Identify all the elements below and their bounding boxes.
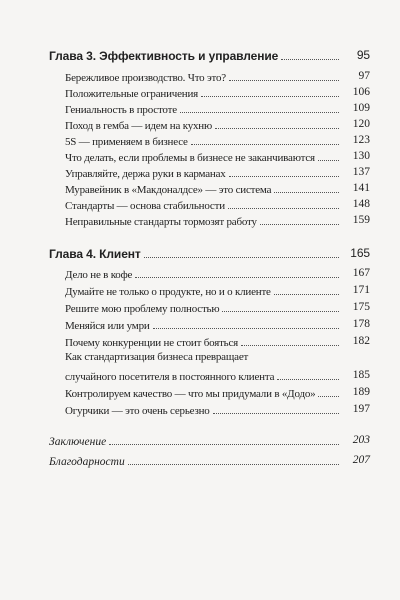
page-number: 207 bbox=[352, 454, 370, 466]
entry-title: Благодарности bbox=[49, 456, 125, 468]
toc-entry[interactable] bbox=[0, 401, 400, 417]
entry-title-line-2: случайного посетителя в постоянного клиента bbox=[65, 371, 275, 383]
page-number: 141 bbox=[352, 182, 370, 194]
entry-title: 5S — применяем в бизнесе bbox=[65, 136, 188, 148]
leader-dots bbox=[274, 294, 339, 295]
page-number: 97 bbox=[358, 70, 370, 82]
entry-title: Гениальность в простоте bbox=[65, 104, 177, 116]
entry-title: Поход в гемба — идем на кухню bbox=[65, 120, 213, 132]
page-number: 95 bbox=[356, 48, 370, 62]
entry-title: Муравейник в «Макдоналдсе» — это система bbox=[65, 184, 272, 196]
page-number: 106 bbox=[352, 86, 370, 98]
page-number: 165 bbox=[350, 246, 370, 260]
page-number: 182 bbox=[352, 335, 370, 347]
leader-dots bbox=[215, 128, 339, 129]
toc-acknowledgments[interactable] bbox=[0, 452, 400, 468]
toc-entry[interactable] bbox=[0, 84, 400, 100]
chapter-title: Глава 3. Эффективность и управление bbox=[49, 49, 279, 63]
page-number: 175 bbox=[352, 301, 370, 313]
page-number: 120 bbox=[352, 118, 370, 130]
leader-dots bbox=[109, 444, 339, 445]
page-number: 159 bbox=[352, 214, 370, 226]
leader-dots bbox=[241, 345, 339, 346]
leader-dots bbox=[213, 413, 339, 414]
toc-entry[interactable] bbox=[0, 180, 400, 196]
toc-entry[interactable] bbox=[0, 316, 400, 332]
page-number: 123 bbox=[352, 134, 370, 146]
entry-title: Контролируем качество — что мы придумали в «Додо» bbox=[65, 388, 316, 400]
page-number: 171 bbox=[352, 284, 370, 296]
page-number: 178 bbox=[352, 318, 370, 330]
leader-dots bbox=[135, 277, 339, 278]
toc-entry[interactable] bbox=[0, 333, 400, 349]
leader-dots bbox=[144, 257, 339, 258]
entry-title: Неправильные стандарты тормозят работу bbox=[65, 216, 257, 228]
page-number: 167 bbox=[352, 267, 370, 279]
leader-dots bbox=[281, 59, 339, 60]
toc-entry[interactable] bbox=[0, 116, 400, 132]
entry-title: Решите мою проблему полностью bbox=[65, 303, 220, 315]
page-number: 148 bbox=[352, 198, 370, 210]
toc-entry[interactable] bbox=[0, 148, 400, 164]
toc-entry[interactable] bbox=[0, 68, 400, 84]
page-number: 203 bbox=[352, 434, 370, 446]
toc-chapter-4[interactable] bbox=[0, 245, 400, 261]
leader-dots bbox=[191, 144, 339, 145]
leader-dots bbox=[318, 396, 339, 397]
toc-entry[interactable] bbox=[0, 384, 400, 400]
entry-title: Стандарты — основа стабильности bbox=[65, 200, 225, 212]
entry-title: Дело не в кофе bbox=[65, 269, 133, 281]
toc-chapter-3[interactable] bbox=[0, 47, 400, 63]
entry-title: Что делать, если проблемы в бизнесе не заканчиваются bbox=[65, 152, 315, 164]
toc-entry[interactable] bbox=[0, 212, 400, 228]
leader-dots bbox=[318, 160, 339, 161]
leader-dots bbox=[229, 80, 339, 81]
page-number: 197 bbox=[352, 403, 370, 415]
toc-entry[interactable] bbox=[0, 132, 400, 148]
toc-entry[interactable] bbox=[0, 100, 400, 116]
leader-dots bbox=[277, 379, 339, 380]
leader-dots bbox=[229, 176, 339, 177]
leader-dots bbox=[153, 328, 339, 329]
leader-dots bbox=[180, 112, 339, 113]
entry-title: Меняйся или умри bbox=[65, 320, 150, 332]
page-number: 185 bbox=[352, 369, 370, 381]
page-number: 137 bbox=[352, 166, 370, 178]
toc-entry[interactable] bbox=[0, 265, 400, 281]
toc-entry[interactable] bbox=[0, 164, 400, 180]
leader-dots bbox=[260, 224, 339, 225]
entry-title: Положительные ограничения bbox=[65, 88, 199, 100]
entry-title: Думайте не только о продукте, но и о клиенте bbox=[65, 286, 271, 298]
toc-conclusion[interactable] bbox=[0, 432, 400, 448]
leader-dots bbox=[228, 208, 339, 209]
entry-title: Управляйте, держа руки в карманах bbox=[65, 168, 226, 180]
chapter-title: Глава 4. Клиент bbox=[49, 247, 141, 261]
page-number: 189 bbox=[352, 386, 370, 398]
toc-entry[interactable] bbox=[0, 282, 400, 298]
leader-dots bbox=[201, 96, 339, 97]
page-number: 130 bbox=[352, 150, 370, 162]
entry-title: Почему конкуренции не стоит бояться bbox=[65, 337, 239, 349]
toc-entry-wrapped[interactable] bbox=[0, 350, 400, 384]
page-number: 109 bbox=[352, 102, 370, 114]
entry-title: Огурчики — это очень серьезно bbox=[65, 405, 210, 417]
leader-dots bbox=[222, 311, 339, 312]
leader-dots bbox=[274, 192, 339, 193]
toc-entry[interactable] bbox=[0, 299, 400, 315]
entry-title-line-1: Как стандартизация бизнеса превращает bbox=[65, 351, 249, 363]
entry-title: Заключение bbox=[49, 436, 107, 448]
toc-entry[interactable] bbox=[0, 196, 400, 212]
leader-dots bbox=[128, 464, 339, 465]
entry-title: Бережливое производство. Что это? bbox=[65, 72, 226, 84]
